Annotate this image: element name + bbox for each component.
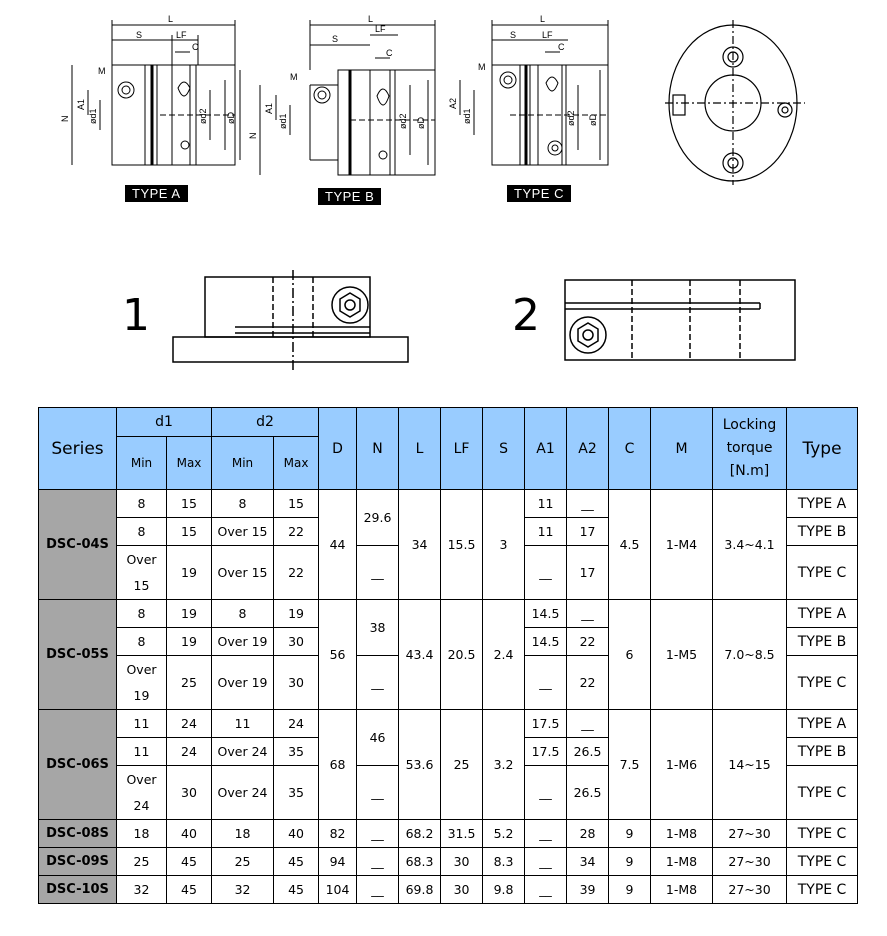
type-cell: TYPE C bbox=[787, 656, 858, 710]
header-d2-min: Min bbox=[212, 437, 274, 490]
type-cell: TYPE A bbox=[787, 490, 858, 518]
d1-min-cell bbox=[117, 656, 167, 710]
type-cell: TYPE B bbox=[787, 518, 858, 546]
dim-d-label: øD bbox=[226, 112, 236, 124]
header-d1: d1 bbox=[117, 408, 212, 437]
D-cell: 94 bbox=[319, 848, 357, 876]
dim-m-label: M bbox=[478, 62, 486, 72]
header-LF: LF bbox=[441, 408, 483, 490]
type-cell: TYPE C bbox=[787, 820, 858, 848]
M-cell: 1-M6 bbox=[651, 710, 713, 820]
d1-max-cell: 45 bbox=[167, 848, 212, 876]
table-row bbox=[39, 490, 858, 518]
N-cell: 46 bbox=[357, 710, 399, 766]
torque-cell: 14~15 bbox=[713, 710, 787, 820]
d1-min-cell: 8 bbox=[117, 628, 167, 656]
A2-cell: 22 bbox=[567, 628, 609, 656]
series-cell: DSC-04S bbox=[39, 490, 117, 600]
d1-max-cell: 19 bbox=[167, 546, 212, 600]
dim-a1-label: A1 bbox=[76, 98, 86, 110]
end-view-drawing bbox=[655, 15, 815, 190]
type-cell: TYPE A bbox=[787, 710, 858, 738]
L-cell: 68.3 bbox=[399, 848, 441, 876]
LF-cell: 20.5 bbox=[441, 600, 483, 710]
A1-cell: __ bbox=[525, 766, 567, 820]
A2-cell: 22 bbox=[567, 656, 609, 710]
M-cell: 1-M8 bbox=[651, 876, 713, 904]
d2-min-cell: 18 bbox=[212, 820, 274, 848]
spec-table bbox=[38, 407, 858, 904]
header-d1-max: Max bbox=[167, 437, 212, 490]
series-cell: DSC-05S bbox=[39, 600, 117, 710]
dim-lf-label: LF bbox=[176, 30, 187, 40]
d2-max-cell: 15 bbox=[274, 490, 319, 518]
type-cell: TYPE C bbox=[787, 876, 858, 904]
C-cell: 4.5 bbox=[609, 490, 651, 600]
d2-min-cell: Over 24 bbox=[212, 766, 274, 820]
L-cell: 43.4 bbox=[399, 600, 441, 710]
L-cell: 34 bbox=[399, 490, 441, 600]
header-M: M bbox=[651, 408, 713, 490]
header-locking-line2: torque bbox=[726, 440, 773, 456]
A2-cell: __ bbox=[567, 490, 609, 518]
C-cell: 6 bbox=[609, 600, 651, 710]
header-L: L bbox=[399, 408, 441, 490]
table-row bbox=[39, 710, 858, 738]
header-locking-line1: Locking bbox=[722, 417, 777, 433]
d2-max-cell: 45 bbox=[274, 876, 319, 904]
d1-min-cell: 25 bbox=[117, 848, 167, 876]
dim-m-label: M bbox=[290, 72, 298, 82]
S-cell: 5.2 bbox=[483, 820, 525, 848]
A1-cell: 11 bbox=[525, 518, 567, 546]
d2-min-cell: 11 bbox=[212, 710, 274, 738]
d1-min-cell: 11 bbox=[117, 710, 167, 738]
dim-d2-label: ød2 bbox=[198, 108, 208, 124]
M-cell: 1-M8 bbox=[651, 820, 713, 848]
type-cell: TYPE A bbox=[787, 600, 858, 628]
d1-max-cell: 15 bbox=[167, 518, 212, 546]
d1-min-line2: 19 bbox=[133, 687, 150, 703]
d1-min-cell: 32 bbox=[117, 876, 167, 904]
LF-cell: 30 bbox=[441, 848, 483, 876]
d2-min-cell: 8 bbox=[212, 600, 274, 628]
d1-min-line1: Over bbox=[126, 771, 157, 787]
torque-cell: 3.4~4.1 bbox=[713, 490, 787, 600]
N-cell: 38 bbox=[357, 600, 399, 656]
series-cell: DSC-06S bbox=[39, 710, 117, 820]
A1-cell: 17.5 bbox=[525, 710, 567, 738]
A2-cell: 17 bbox=[567, 546, 609, 600]
figure-number-1: 1 bbox=[122, 290, 150, 341]
A2-cell: 39 bbox=[567, 876, 609, 904]
header-N: N bbox=[357, 408, 399, 490]
dim-a2-label: A2 bbox=[448, 97, 458, 109]
header-locking-line3: [N.m] bbox=[729, 463, 770, 479]
figure-number-2: 2 bbox=[512, 290, 540, 341]
d1-min-cell: 8 bbox=[117, 600, 167, 628]
header-C: C bbox=[609, 408, 651, 490]
type-cell: TYPE B bbox=[787, 738, 858, 766]
LF-cell: 30 bbox=[441, 876, 483, 904]
header-series: Series bbox=[39, 408, 117, 490]
L-cell: 69.8 bbox=[399, 876, 441, 904]
d2-max-cell: 22 bbox=[274, 518, 319, 546]
A2-cell: __ bbox=[567, 600, 609, 628]
dim-l-label: L bbox=[168, 14, 174, 24]
d2-min-cell: Over 24 bbox=[212, 738, 274, 766]
N-cell: __ bbox=[357, 656, 399, 710]
series-cell: DSC-08S bbox=[39, 820, 117, 848]
M-cell: 1-M8 bbox=[651, 848, 713, 876]
S-cell: 8.3 bbox=[483, 848, 525, 876]
N-cell: __ bbox=[357, 848, 399, 876]
D-cell: 44 bbox=[319, 490, 357, 600]
A1-cell: 14.5 bbox=[525, 600, 567, 628]
C-cell: 7.5 bbox=[609, 710, 651, 820]
table-row bbox=[39, 820, 858, 848]
header-S: S bbox=[483, 408, 525, 490]
type-b-label: TYPE B bbox=[318, 188, 381, 205]
dim-l-label: L bbox=[368, 14, 374, 24]
d2-max-cell: 30 bbox=[274, 656, 319, 710]
dim-d-label: øD bbox=[588, 114, 598, 126]
D-cell: 104 bbox=[319, 876, 357, 904]
type-a-drawing bbox=[60, 10, 250, 185]
table-row bbox=[39, 876, 858, 904]
D-cell: 56 bbox=[319, 600, 357, 710]
A1-cell: __ bbox=[525, 876, 567, 904]
d1-min-cell: 8 bbox=[117, 518, 167, 546]
spec-table-body bbox=[39, 490, 858, 904]
d2-min-cell: 25 bbox=[212, 848, 274, 876]
A2-cell: 34 bbox=[567, 848, 609, 876]
M-cell: 1-M5 bbox=[651, 600, 713, 710]
dim-d-label: øD bbox=[416, 117, 426, 129]
dim-d2-label: ød2 bbox=[398, 113, 408, 129]
A1-cell: __ bbox=[525, 820, 567, 848]
A1-cell: 17.5 bbox=[525, 738, 567, 766]
LF-cell: 31.5 bbox=[441, 820, 483, 848]
type-cell: TYPE C bbox=[787, 546, 858, 600]
d1-max-cell: 30 bbox=[167, 766, 212, 820]
d1-min-cell: 18 bbox=[117, 820, 167, 848]
d1-min-cell bbox=[117, 546, 167, 600]
header-type: Type bbox=[787, 408, 858, 490]
table-row bbox=[39, 600, 858, 628]
d2-max-cell: 35 bbox=[274, 766, 319, 820]
d2-max-cell: 45 bbox=[274, 848, 319, 876]
type-cell: TYPE C bbox=[787, 848, 858, 876]
L-cell: 53.6 bbox=[399, 710, 441, 820]
d2-max-cell: 19 bbox=[274, 600, 319, 628]
C-cell: 9 bbox=[609, 876, 651, 904]
dim-lf-label: LF bbox=[542, 30, 553, 40]
dim-s-label: S bbox=[332, 34, 339, 44]
d2-max-cell: 35 bbox=[274, 738, 319, 766]
dim-n-label: N bbox=[60, 115, 70, 122]
header-A2: A2 bbox=[567, 408, 609, 490]
dim-a1-label: A1 bbox=[264, 102, 274, 114]
M-cell: 1-M4 bbox=[651, 490, 713, 600]
N-cell: 29.6 bbox=[357, 490, 399, 546]
series-cell: DSC-09S bbox=[39, 848, 117, 876]
N-cell: __ bbox=[357, 766, 399, 820]
header-A1: A1 bbox=[525, 408, 567, 490]
S-cell: 9.8 bbox=[483, 876, 525, 904]
A2-cell: 28 bbox=[567, 820, 609, 848]
N-cell: __ bbox=[357, 820, 399, 848]
D-cell: 82 bbox=[319, 820, 357, 848]
d2-min-cell: 32 bbox=[212, 876, 274, 904]
A1-cell: __ bbox=[525, 656, 567, 710]
d2-min-cell: Over 15 bbox=[212, 518, 274, 546]
dim-s-label: S bbox=[510, 30, 517, 40]
torque-cell: 7.0~8.5 bbox=[713, 600, 787, 710]
d1-max-cell: 19 bbox=[167, 628, 212, 656]
d1-min-cell: 8 bbox=[117, 490, 167, 518]
dim-c-label: C bbox=[558, 42, 565, 52]
type-a-label: TYPE A bbox=[125, 185, 188, 202]
C-cell: 9 bbox=[609, 820, 651, 848]
header-D: D bbox=[319, 408, 357, 490]
N-cell: __ bbox=[357, 546, 399, 600]
d1-max-cell: 24 bbox=[167, 738, 212, 766]
figure-1-drawing bbox=[165, 265, 415, 375]
torque-cell: 27~30 bbox=[713, 876, 787, 904]
dim-lf-label: LF bbox=[375, 24, 386, 34]
dim-s-label: S bbox=[136, 30, 143, 40]
A1-cell: 14.5 bbox=[525, 628, 567, 656]
d1-max-cell: 24 bbox=[167, 710, 212, 738]
header-d1-min: Min bbox=[117, 437, 167, 490]
d2-min-cell: Over 19 bbox=[212, 656, 274, 710]
D-cell: 68 bbox=[319, 710, 357, 820]
d2-min-cell: 8 bbox=[212, 490, 274, 518]
A1-cell: __ bbox=[525, 848, 567, 876]
type-c-label: TYPE C bbox=[507, 185, 571, 202]
d1-min-line1: Over bbox=[126, 661, 157, 677]
dim-d1-label: ød1 bbox=[462, 108, 472, 124]
torque-cell: 27~30 bbox=[713, 848, 787, 876]
d2-min-cell: Over 15 bbox=[212, 546, 274, 600]
type-cell: TYPE B bbox=[787, 628, 858, 656]
A1-cell: 11 bbox=[525, 490, 567, 518]
torque-cell: 27~30 bbox=[713, 820, 787, 848]
series-cell: DSC-10S bbox=[39, 876, 117, 904]
S-cell: 3.2 bbox=[483, 710, 525, 820]
d1-max-cell: 25 bbox=[167, 656, 212, 710]
type-c-drawing bbox=[450, 10, 620, 180]
N-cell: __ bbox=[357, 876, 399, 904]
type-cell: TYPE C bbox=[787, 766, 858, 820]
L-cell: 68.2 bbox=[399, 820, 441, 848]
header-d2-max: Max bbox=[274, 437, 319, 490]
S-cell: 2.4 bbox=[483, 600, 525, 710]
table-row bbox=[39, 848, 858, 876]
A2-cell: __ bbox=[567, 710, 609, 738]
d1-min-cell: 11 bbox=[117, 738, 167, 766]
d2-max-cell: 40 bbox=[274, 820, 319, 848]
S-cell: 3 bbox=[483, 490, 525, 600]
d1-min-cell bbox=[117, 766, 167, 820]
C-cell: 9 bbox=[609, 848, 651, 876]
d1-max-cell: 19 bbox=[167, 600, 212, 628]
LF-cell: 25 bbox=[441, 710, 483, 820]
header-d2: d2 bbox=[212, 408, 319, 437]
A1-cell: __ bbox=[525, 546, 567, 600]
header-locking-torque bbox=[713, 408, 787, 490]
A2-cell: 17 bbox=[567, 518, 609, 546]
d1-min-line1: Over bbox=[126, 551, 157, 567]
d2-max-cell: 30 bbox=[274, 628, 319, 656]
dim-d1-label: ød1 bbox=[88, 108, 98, 124]
figure-2-drawing bbox=[560, 275, 800, 365]
dim-c-label: C bbox=[192, 42, 199, 52]
dim-l-label: L bbox=[540, 14, 546, 24]
d1-max-cell: 40 bbox=[167, 820, 212, 848]
dim-c-label: C bbox=[386, 48, 393, 58]
type-b-drawing bbox=[250, 10, 445, 190]
d1-min-line2: 15 bbox=[133, 577, 150, 593]
d2-min-cell: Over 19 bbox=[212, 628, 274, 656]
dim-d2-label: ød2 bbox=[566, 110, 576, 126]
d1-max-cell: 45 bbox=[167, 876, 212, 904]
dim-m-label: M bbox=[98, 66, 106, 76]
d2-max-cell: 24 bbox=[274, 710, 319, 738]
d1-max-cell: 15 bbox=[167, 490, 212, 518]
dim-n-label: N bbox=[248, 132, 258, 139]
dim-d1-label: ød1 bbox=[278, 113, 288, 129]
d2-max-cell: 22 bbox=[274, 546, 319, 600]
A2-cell: 26.5 bbox=[567, 738, 609, 766]
d1-min-line2: 24 bbox=[133, 797, 150, 813]
LF-cell: 15.5 bbox=[441, 490, 483, 600]
A2-cell: 26.5 bbox=[567, 766, 609, 820]
